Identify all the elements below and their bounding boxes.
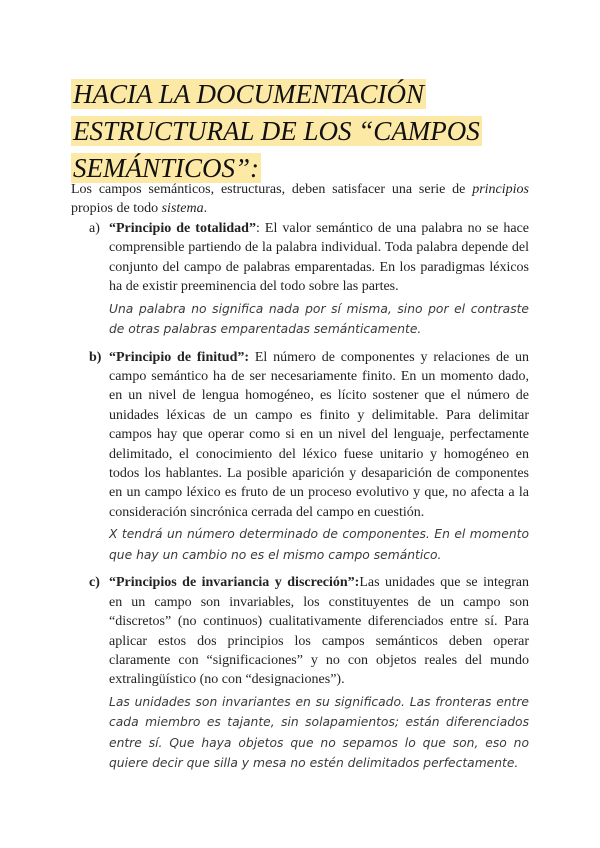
item-text: Las unidades que se integran en un campo son invariables, los constituyentes de un campo son “discretos” (no continuos) cualitativamente diferenciados entre sí. Para aplicar estos dos principios los campos semánticos deben operar claramente con “significaciones” y no con objetos reales del mundo extralingüístico (no con “designaciones”).: [109, 575, 529, 688]
intro-text-before: Los campos semánticos, estructuras, deben satisfacer una serie de: [71, 182, 473, 197]
list-marker: c): [89, 575, 100, 591]
item-heading: “Principios de invariancia y discreción”:: [109, 575, 360, 591]
list-item-totalidad: [71, 219, 529, 340]
list-item-invariancia: [71, 573, 529, 773]
principles-list: [71, 219, 529, 774]
intro-text-mid: propios de todo: [71, 201, 162, 216]
item-note: X tendrá un número determinado de componentes. En el momento que hay un cambio no es el mismo campo semántico.: [109, 527, 529, 562]
item-heading: “Principio de finitud”:: [109, 349, 250, 365]
item-body: [109, 219, 529, 297]
item-body: [109, 573, 529, 689]
list-item-finitud: [71, 348, 529, 566]
intro-emphasis-sistema: sistema: [161, 201, 204, 216]
title-highlight: HACIA LA DOCUMENTACIÓN ESTRUCTURAL DE LOS “CAMPOS SEMÁNTICOS”:: [73, 79, 480, 183]
item-text: : El valor semántico de una palabra no se hace comprensible partiendo de la palabra individual. Toda palabra depende del conjunto del campo de palabras emparentadas. En los paradigmas léxicos ha de existir preeminencia del todo sobre las partes.: [109, 221, 530, 295]
item-note: Las unidades son invariantes en su significado. Las fronteras entre cada miembro es tajante, sin solapamientos; están diferenciados entre sí. Que haya objetos que no sepamos lo que son, eso no quiere decir que silla y mesa no estén delimitados perfectamente.: [109, 694, 529, 771]
list-marker: b): [89, 349, 102, 365]
item-heading: “Principio de totalidad”: [109, 221, 256, 236]
intro-paragraph: [71, 180, 529, 218]
list-marker: a): [89, 221, 100, 236]
item-body: [109, 348, 529, 523]
item-text: El número de componentes y relaciones de un campo semántico ha de ser necesariamente finito. En un momento dado, en un nivel de lengua homogéneo, es lícito sostener que el número de unidades léxicas de un campo es finito y delimitable. Para delimitar campos hay que operar como si en un nivel del lenguaje, perfectamente delimitado, el conocimiento del léxico fuese unitario y homogéneo en todos los hablantes. La posible aparición y desaparición de componentes en un campo léxico es fruto de un proceso evolutivo y que, no afecta a la consideración sincrónica cerrada del campo en cuestión.: [109, 349, 529, 520]
intro-text-end: .: [203, 201, 208, 216]
page-title: [71, 76, 541, 187]
intro-emphasis-principios: principios: [472, 182, 529, 197]
item-note: Una palabra no significa nada por sí misma, sino por el contraste de otras palabras emparentadas semánticamente.: [109, 301, 529, 337]
